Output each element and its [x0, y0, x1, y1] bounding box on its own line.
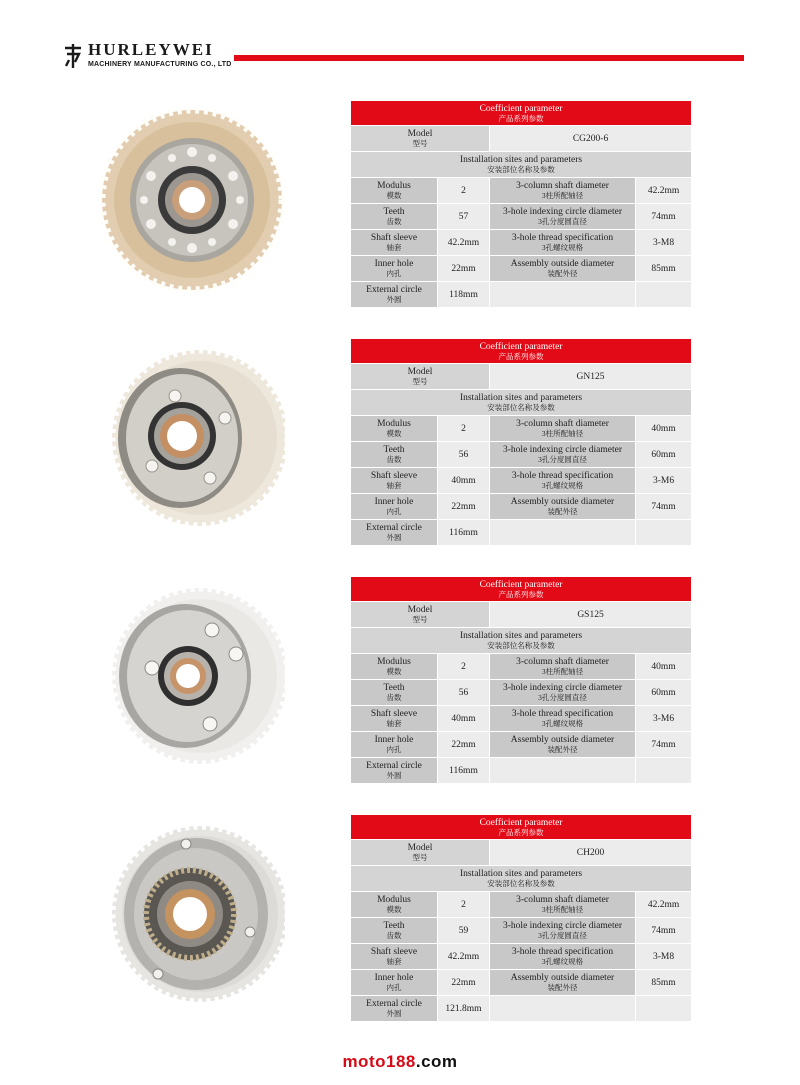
model-label: Model 型号	[351, 602, 490, 628]
table-row: Inner hole 内孔 22mm Assembly outside diameter 装配外径 74mm	[351, 732, 692, 758]
model-value: CH200	[490, 840, 692, 866]
table-row: Teeth 齿数 56 3-hole indexing circle diameter 3孔分度圆直径 60mm	[351, 680, 692, 706]
site-name: moto188	[342, 1052, 416, 1071]
hole3-value: 74mm	[636, 918, 692, 944]
table-row: Shaft sleeve 轴套 42.2mm 3-hole thread specification 3孔螺纹规格 3-M8	[351, 944, 692, 970]
spec-table-2	[350, 338, 692, 546]
sleeve-value: 40mm	[438, 468, 490, 494]
assembly-value: 85mm	[636, 970, 692, 996]
table-row: External circle 外圆 121.8mm	[351, 996, 692, 1022]
table-title: Coefficient parameter 产品系列参数	[351, 577, 692, 602]
sites-heading: Installation sites and parameters 安装部位名称及参数	[351, 152, 692, 178]
external-value: 121.8mm	[438, 996, 490, 1022]
external-value: 116mm	[438, 758, 490, 784]
assembly-value: 85mm	[636, 256, 692, 282]
hole3-value: 74mm	[636, 204, 692, 230]
modulus-value: 2	[438, 416, 490, 442]
footer-watermark	[0, 1052, 800, 1072]
model-value: GS125	[490, 602, 692, 628]
sites-heading: Installation sites and parameters 安装部位名称及参数	[351, 390, 692, 416]
model-label: Model 型号	[351, 840, 490, 866]
external-value: 118mm	[438, 282, 490, 308]
table-row: Teeth 齿数 57 3-hole indexing circle diameter 3孔分度圆直径 74mm	[351, 204, 692, 230]
brand-name: HURLEYWEI	[88, 40, 214, 59]
model-value: CG200-6	[490, 126, 692, 152]
assembly-value: 74mm	[636, 732, 692, 758]
table-row: External circle 外圆 118mm	[351, 282, 692, 308]
col3-value: 42.2mm	[636, 178, 692, 204]
table-title: Coefficient parameter 产品系列参数	[351, 815, 692, 840]
thread3-value: 3-M6	[636, 706, 692, 732]
model-label: Model 型号	[351, 126, 490, 152]
spec-table-3	[350, 576, 692, 784]
table-row: Modulus 模数 2 3-column shaft diameter 3柱所配轴径 42.2mm	[351, 178, 692, 204]
teeth-value: 59	[438, 918, 490, 944]
table-row: External circle 外圆 116mm	[351, 758, 692, 784]
spec-table-1	[350, 100, 692, 308]
gear-image-1	[100, 100, 285, 300]
external-value: 116mm	[438, 520, 490, 546]
gear-image-3	[100, 576, 285, 776]
table-row: Modulus 模数 2 3-column shaft diameter 3柱所配轴径 40mm	[351, 416, 692, 442]
sites-heading: Installation sites and parameters 安装部位名称及参数	[351, 866, 692, 892]
table-row: Inner hole 内孔 22mm Assembly outside diameter 装配外径 74mm	[351, 494, 692, 520]
table-row: Modulus 模数 2 3-column shaft diameter 3柱所配轴径 40mm	[351, 654, 692, 680]
col3-value: 40mm	[636, 654, 692, 680]
table-row: External circle 外圆 116mm	[351, 520, 692, 546]
teeth-value: 56	[438, 442, 490, 468]
brand-subtitle: MACHINERY MANUFACTURING CO., LTD	[88, 61, 232, 68]
table-row: Modulus 模数 2 3-column shaft diameter 3柱所配轴径 42.2mm	[351, 892, 692, 918]
page-header	[62, 40, 752, 80]
hole3-value: 60mm	[636, 680, 692, 706]
table-row: Inner hole 内孔 22mm Assembly outside diameter 装配外径 85mm	[351, 256, 692, 282]
teeth-value: 57	[438, 204, 490, 230]
table-row: Teeth 齿数 56 3-hole indexing circle diameter 3孔分度圆直径 60mm	[351, 442, 692, 468]
product-section-3	[0, 576, 800, 791]
table-row: Shaft sleeve 轴套 40mm 3-hole thread specification 3孔螺纹规格 3-M6	[351, 468, 692, 494]
model-label: Model 型号	[351, 364, 490, 390]
table-title: Coefficient parameter 产品系列参数	[351, 339, 692, 364]
sleeve-value: 40mm	[438, 706, 490, 732]
modulus-value: 2	[438, 892, 490, 918]
table-row: Inner hole 内孔 22mm Assembly outside diameter 装配外径 85mm	[351, 970, 692, 996]
gear-image-4	[100, 814, 285, 1014]
site-domain: .com	[415, 1052, 458, 1071]
table-row: Shaft sleeve 轴套 42.2mm 3-hole thread specification 3孔螺纹规格 3-M8	[351, 230, 692, 256]
inner-value: 22mm	[438, 256, 490, 282]
gear-image-2	[100, 338, 285, 538]
product-section-4	[0, 814, 800, 1029]
header-rule	[234, 55, 744, 61]
spec-table-4	[350, 814, 692, 1022]
sites-heading: Installation sites and parameters 安装部位名称及参数	[351, 628, 692, 654]
inner-value: 22mm	[438, 494, 490, 520]
sleeve-value: 42.2mm	[438, 944, 490, 970]
modulus-value: 2	[438, 178, 490, 204]
inner-value: 22mm	[438, 732, 490, 758]
brand-logo-icon	[62, 42, 84, 70]
inner-value: 22mm	[438, 970, 490, 996]
thread3-value: 3-M6	[636, 468, 692, 494]
thread3-value: 3-M8	[636, 944, 692, 970]
table-title: Coefficient parameter 产品系列参数	[351, 101, 692, 126]
assembly-value: 74mm	[636, 494, 692, 520]
product-section-1	[0, 100, 800, 315]
teeth-value: 56	[438, 680, 490, 706]
table-row: Shaft sleeve 轴套 40mm 3-hole thread specification 3孔螺纹规格 3-M6	[351, 706, 692, 732]
col3-value: 40mm	[636, 416, 692, 442]
sleeve-value: 42.2mm	[438, 230, 490, 256]
product-section-2	[0, 338, 800, 553]
hole3-value: 60mm	[636, 442, 692, 468]
model-value: GN125	[490, 364, 692, 390]
modulus-value: 2	[438, 654, 490, 680]
col3-value: 42.2mm	[636, 892, 692, 918]
table-row: Teeth 齿数 59 3-hole indexing circle diameter 3孔分度圆直径 74mm	[351, 918, 692, 944]
thread3-value: 3-M8	[636, 230, 692, 256]
